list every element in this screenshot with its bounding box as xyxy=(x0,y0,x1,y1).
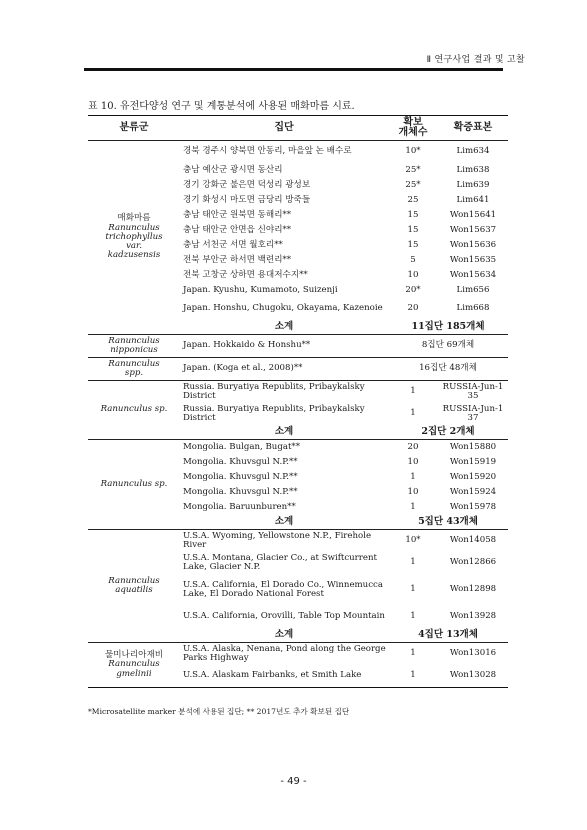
summary-cell: 16집단 48개체 xyxy=(388,358,508,381)
subtotal-value: 5집단 43개체 xyxy=(388,515,508,530)
population-cell: 충남 서천군 서면 월호리** xyxy=(183,239,283,250)
population-cell: 경북 경주시 양북면 안동리, 마을앞 논 배수로 xyxy=(183,146,352,157)
table-row xyxy=(88,643,508,666)
count-cell: 20 xyxy=(407,303,419,314)
voucher-cell: Won15637 xyxy=(449,224,497,235)
subtotal-value: 4집단 13개체 xyxy=(388,628,508,643)
taxon-name-line: 물미나리아재비 xyxy=(104,650,164,661)
taxon-name-line: nipponicus xyxy=(110,345,158,355)
population-cell: U.S.A. California, El Dorado Co., Winnemucca Lake, El Dorado National Forest xyxy=(183,579,383,599)
taxon-cell xyxy=(88,335,180,358)
taxon-name-line: Ranunculus sp. xyxy=(100,478,168,489)
table-row xyxy=(88,358,508,381)
population-cell: Mongolia. Baruunburen** xyxy=(183,501,296,512)
count-cell: 20* xyxy=(405,284,421,295)
voucher-cell: Lim641 xyxy=(456,194,490,205)
voucher-cell: Lim668 xyxy=(456,303,490,314)
count-cell: 15 xyxy=(407,209,419,220)
table-caption: 표 10. 유전다양성 연구 및 계통분석에 사용된 매화마름 시료. xyxy=(88,101,355,112)
voucher-cell: Won15635 xyxy=(449,254,497,265)
subtotal-label: 소계 xyxy=(180,425,388,440)
count-cell: 10 xyxy=(407,269,419,280)
table-row xyxy=(88,440,508,456)
summary-cell: 8집단 69개체 xyxy=(388,335,508,358)
sample-table xyxy=(88,115,508,688)
population-cell: 전북 고창군 상하면 용대저수지** xyxy=(183,269,308,280)
population-cell: Japan. (Koga et al., 2008)** xyxy=(180,358,388,381)
voucher-cell: Won12866 xyxy=(449,557,497,568)
col-population-header: 집단 xyxy=(180,116,388,141)
taxon-name-line: Ranunculus xyxy=(108,659,160,670)
voucher-cell: Won15634 xyxy=(449,269,497,280)
table-row xyxy=(88,381,508,404)
table-body xyxy=(88,141,508,688)
taxon-name-line: Ranunculus xyxy=(108,358,160,369)
taxon-cell xyxy=(88,358,180,381)
population-cell: Mongolia. Khuvsgul N.P.** xyxy=(183,471,298,482)
voucher-cell: Won15636 xyxy=(449,239,497,250)
voucher-cell: Won15919 xyxy=(449,456,497,467)
count-cell: 1 xyxy=(410,471,416,482)
subtotal-label: 소계 xyxy=(180,628,388,643)
count-cell: 15 xyxy=(407,239,419,250)
table-row xyxy=(88,530,508,553)
count-cell: 1 xyxy=(410,386,416,397)
count-cell: 10* xyxy=(405,535,421,546)
voucher-cell: Lim656 xyxy=(456,284,490,295)
voucher-cell: RUSSIA-Jun-137 xyxy=(442,404,504,423)
count-cell: 1 xyxy=(410,501,416,512)
voucher-cell: Lim639 xyxy=(456,179,490,190)
subtotal-value: 11집단 185개체 xyxy=(388,320,508,335)
taxon-name-line: Ranunculus xyxy=(108,575,160,586)
population-cell: 충남 예산군 광시면 동산리 xyxy=(183,164,283,175)
population-cell: 전북 부안군 하서면 백련리** xyxy=(183,254,292,265)
col-count-header: 확보 개체수 xyxy=(388,116,438,141)
table-row xyxy=(88,335,508,358)
voucher-cell: Won13028 xyxy=(438,665,508,688)
taxon-name-line: kadzusensis xyxy=(107,250,161,261)
count-cell: 1 xyxy=(410,648,416,659)
population-cell: U.S.A. Montana, Glacier Co., at Swiftcurrent Lake, Glacier N.P. xyxy=(183,552,377,572)
population-cell: U.S.A. Alaskam Fairbanks, et Smith Lake xyxy=(180,665,388,688)
count-cell: 1 xyxy=(388,665,438,688)
voucher-cell: Won15924 xyxy=(449,486,497,497)
taxon-cell xyxy=(88,643,180,688)
population-cell: Japan. Hokkaido & Honshu** xyxy=(180,335,388,358)
count-cell: 20 xyxy=(407,441,419,452)
subtotal-value: 2집단 2개체 xyxy=(388,425,508,440)
taxon-cell xyxy=(88,440,180,530)
taxon-cell xyxy=(88,530,180,643)
voucher-cell: Won13016 xyxy=(449,648,497,659)
col-voucher-header: 확증표본 xyxy=(438,116,508,141)
taxon-name-line: Ranunculus xyxy=(108,335,160,346)
voucher-cell: Won15920 xyxy=(449,471,497,482)
population-cell: Japan. Honshu, Chugoku, Okayama, Kazenoie xyxy=(183,303,383,314)
count-cell: 10 xyxy=(407,456,419,467)
taxon-name-line: 매화마름 xyxy=(117,213,151,224)
taxon-name-line: spp. xyxy=(124,368,144,378)
population-cell: Japan. Kyushu, Kumamoto, Suizenji xyxy=(183,284,338,295)
count-cell: 1 xyxy=(410,557,416,568)
voucher-cell: Won15978 xyxy=(449,501,497,512)
count-cell: 5 xyxy=(410,254,416,265)
population-cell: Russia. Buryatiya Republits, Pribaykalsky District xyxy=(183,403,365,423)
taxon-cell xyxy=(88,141,180,335)
taxon-name-line: gmelinii xyxy=(116,668,152,679)
subtotal-label: 소계 xyxy=(180,320,388,335)
taxon-name-line: trichophyllus xyxy=(105,231,163,242)
taxon-name-line: var. xyxy=(126,241,142,252)
population-cell: Mongolia. Bulgan, Bugat** xyxy=(183,441,301,452)
col-group-header: 분류군 xyxy=(88,116,180,141)
table-row xyxy=(88,141,508,164)
count-cell: 1 xyxy=(410,584,416,595)
voucher-cell: Lim638 xyxy=(456,164,490,175)
taxon-name-line: aquatilis xyxy=(115,585,153,595)
population-cell: Mongolia. Khuvsgul N.P.** xyxy=(183,486,298,497)
voucher-cell: RUSSIA-Jun-135 xyxy=(442,382,504,401)
population-cell: Russia. Buryatiya Republits, Pribaykalsky District xyxy=(183,381,365,401)
population-cell: Mongolia. Khuvsgul N.P.** xyxy=(183,456,298,467)
voucher-cell: Won12898 xyxy=(449,584,497,595)
taxon-cell xyxy=(88,381,180,440)
voucher-cell: Lim634 xyxy=(456,146,490,157)
footnote: *Microsatellite marker 분석에 사용된 집단; ** 2017년도 추가 확보된 집단 xyxy=(88,707,350,716)
count-cell: 15 xyxy=(407,224,419,235)
population-cell: 경기 화성시 마도면 금당리 방죽들 xyxy=(183,194,311,205)
voucher-cell: Won15641 xyxy=(449,209,497,220)
count-cell: 10 xyxy=(407,486,419,497)
page-number: - 49 - xyxy=(280,776,307,787)
population-cell: 충남 태안군 안면읍 신야리** xyxy=(183,224,292,235)
header-rule xyxy=(84,68,503,71)
population-cell: U.S.A. California, Orovilli, Table Top Mountain xyxy=(183,611,385,622)
count-cell: 1 xyxy=(410,611,416,622)
voucher-cell: Won14058 xyxy=(449,535,497,546)
population-cell: 경기 강화군 불은면 덕성리 광성보 xyxy=(183,179,311,190)
voucher-cell: Won15880 xyxy=(449,441,497,452)
population-cell: U.S.A. Wyoming, Yellowstone N.P., Firehole River xyxy=(183,530,372,550)
population-cell: U.S.A. Alaska, Nenana, Pond along the George Parks Highway xyxy=(183,643,386,663)
count-cell: 25 xyxy=(407,194,419,205)
taxon-name-line: Ranunculus sp. xyxy=(100,404,168,415)
count-cell: 25* xyxy=(405,164,421,175)
running-header: Ⅱ 연구사업 결과 및 고찰 xyxy=(426,55,525,65)
subtotal-label: 소계 xyxy=(180,515,388,530)
count-cell: 10* xyxy=(405,146,421,157)
count-cell: 25* xyxy=(405,179,421,190)
count-cell: 1 xyxy=(410,408,416,419)
voucher-cell: Won13928 xyxy=(449,611,497,622)
table-header-row xyxy=(88,116,508,141)
taxon-name-line: Ranunculus xyxy=(108,222,160,233)
population-cell: 충남 태안군 원북면 동해리** xyxy=(183,209,292,220)
